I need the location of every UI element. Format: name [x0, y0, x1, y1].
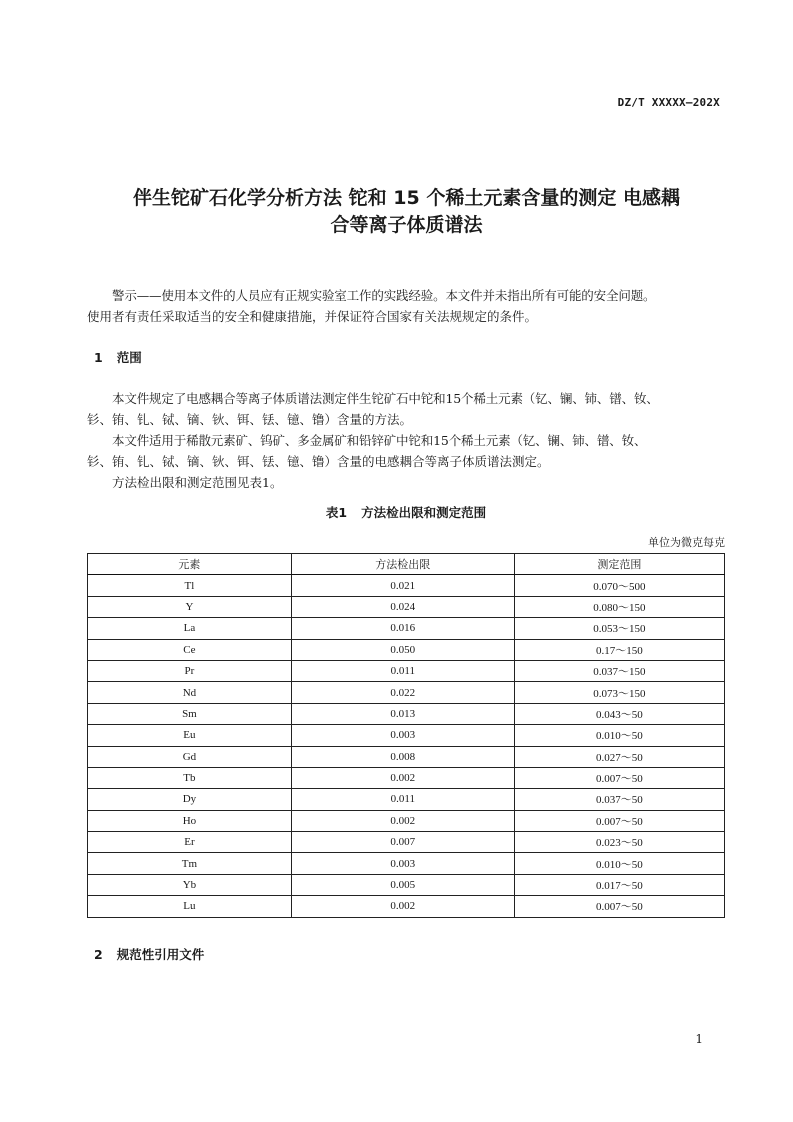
table-header-row [88, 554, 725, 575]
detection-limit-cell: 0.008 [291, 746, 514, 767]
table-row [88, 682, 725, 703]
element-cell: Ce [88, 639, 292, 660]
table-row [88, 703, 725, 724]
element-cell: Er [88, 832, 292, 853]
detection-limit-cell: 0.007 [291, 832, 514, 853]
table-1-number: 表1 [325, 505, 348, 520]
element-cell: Lu [88, 896, 292, 917]
range-cell: 0.010～50 [514, 853, 724, 874]
range-cell: 0.007～50 [514, 896, 724, 917]
detection-limit-cell: 0.016 [291, 618, 514, 639]
section-2-heading [94, 945, 204, 963]
section-1-body [87, 388, 727, 493]
standard-code: DZ/T XXXXX—202X [617, 96, 720, 109]
table-row [88, 660, 725, 681]
scope-p2-line1: 本文件适用于稀散元素矿、钨矿、多金属矿和铅锌矿中铊和15个稀土元素（钇、镧、铈、镨、钕、 [112, 433, 647, 448]
detection-limit-cell: 0.002 [291, 767, 514, 788]
element-cell: Ho [88, 810, 292, 831]
range-cell: 0.053～150 [514, 618, 724, 639]
range-cell: 0.043～50 [514, 703, 724, 724]
detection-limit-table [87, 553, 725, 918]
detection-limit-cell: 0.011 [291, 789, 514, 810]
title-line-1: 伴生铊矿石化学分析方法 铊和 15 个稀土元素含量的测定 电感耦 [133, 187, 680, 209]
page-number: 1 [695, 1032, 703, 1046]
table-row [88, 810, 725, 831]
range-cell: 0.007～50 [514, 810, 724, 831]
element-cell: Tb [88, 767, 292, 788]
column-header-detection-limit: 方法检出限 [291, 554, 514, 575]
range-cell: 0.010～50 [514, 725, 724, 746]
title-line-2: 合等离子体质谱法 [330, 214, 483, 236]
scope-p2-line2: 钐、铕、钆、铽、镝、钬、铒、铥、镱、镥）含量的电感耦合等离子体质谱法测定。 [87, 454, 550, 469]
detection-limit-cell: 0.011 [291, 660, 514, 681]
warning-line-2: 使用者有责任采取适当的安全和健康措施，并保证符合国家有关法规规定的条件。 [87, 309, 538, 324]
range-cell: 0.070～500 [514, 575, 724, 596]
table-1-caption [87, 503, 725, 521]
range-cell: 0.073～150 [514, 682, 724, 703]
table-row [88, 832, 725, 853]
range-cell: 0.037～50 [514, 789, 724, 810]
element-cell: Gd [88, 746, 292, 767]
table-row [88, 853, 725, 874]
detection-limit-cell: 0.003 [291, 725, 514, 746]
element-cell: Yb [88, 874, 292, 895]
section-2-number: 2 [94, 947, 103, 962]
detection-limit-cell: 0.003 [291, 853, 514, 874]
range-cell: 0.027～50 [514, 746, 724, 767]
range-cell: 0.037～150 [514, 660, 724, 681]
table-row [88, 874, 725, 895]
section-1-title: 范围 [116, 350, 142, 365]
detection-limit-cell: 0.050 [291, 639, 514, 660]
table-row [88, 725, 725, 746]
detection-limit-cell: 0.024 [291, 596, 514, 617]
element-cell: La [88, 618, 292, 639]
section-2-title: 规范性引用文件 [116, 947, 205, 962]
element-cell: Tm [88, 853, 292, 874]
element-cell: Pr [88, 660, 292, 681]
table-row [88, 896, 725, 917]
column-header-element: 元素 [88, 554, 292, 575]
range-cell: 0.17～150 [514, 639, 724, 660]
table-row [88, 575, 725, 596]
range-cell: 0.007～50 [514, 767, 724, 788]
table-row [88, 596, 725, 617]
detection-limit-cell: 0.005 [291, 874, 514, 895]
detection-limit-cell: 0.002 [291, 896, 514, 917]
section-1-heading [94, 348, 142, 366]
table-1-caption-text: 方法检出限和测定范围 [361, 505, 487, 520]
element-cell: Eu [88, 725, 292, 746]
table-row [88, 789, 725, 810]
scope-p1-line2: 钐、铕、钆、铽、镝、钬、铒、铥、镱、镥）含量的方法。 [87, 412, 413, 427]
element-cell: Dy [88, 789, 292, 810]
table-row [88, 767, 725, 788]
element-cell: Sm [88, 703, 292, 724]
range-cell: 0.017～50 [514, 874, 724, 895]
table-row [88, 746, 725, 767]
detection-limit-cell: 0.022 [291, 682, 514, 703]
element-cell: Tl [88, 575, 292, 596]
warning-line-1: 警示——使用本文件的人员应有正规实验室工作的实践经验。本文件并未指出所有可能的安全问题。 [112, 288, 656, 303]
range-cell: 0.080～150 [514, 596, 724, 617]
scope-p3: 方法检出限和测定范围见表1。 [112, 475, 283, 490]
column-header-range: 测定范围 [514, 554, 724, 575]
detection-limit-cell: 0.021 [291, 575, 514, 596]
scope-p1-line1: 本文件规定了电感耦合等离子体质谱法测定伴生铊矿石中铊和15个稀土元素（钇、镧、铈、镨、钕、 [112, 391, 659, 406]
detection-limit-cell: 0.013 [291, 703, 514, 724]
document-title [60, 185, 753, 239]
section-1-number: 1 [94, 350, 103, 365]
range-cell: 0.023～50 [514, 832, 724, 853]
element-cell: Nd [88, 682, 292, 703]
warning-paragraph [87, 285, 727, 327]
table-row [88, 618, 725, 639]
table-row [88, 639, 725, 660]
element-cell: Y [88, 596, 292, 617]
table-1-unit: 单位为微克每克 [648, 536, 725, 549]
detection-limit-cell: 0.002 [291, 810, 514, 831]
